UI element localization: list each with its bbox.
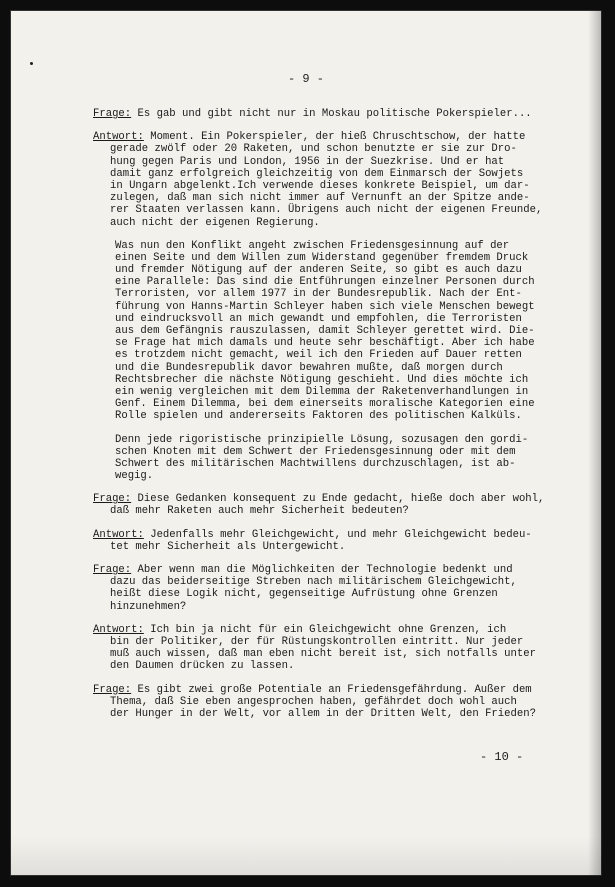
paragraph-gap: [93, 423, 603, 434]
text-line: der Hunger in der Welt, vor allem in der Dritten Welt, den Frieden?: [110, 707, 536, 720]
text-line: Frage: Es gab und gibt nicht nur in Moskau politische Pokerspieler...: [93, 108, 532, 120]
interview-text: [93, 108, 603, 720]
paragraph-gap: [93, 518, 603, 529]
text-line: und eindrucksvoll an mich gewandt und empfohlen, die Terroristen: [115, 312, 522, 325]
question-block: [93, 493, 603, 517]
text-line: hung gegen Paris und London, 1956 in der Suezkrise. Und er hat: [110, 155, 505, 168]
text-line: Rechtsbrecher die nächste Nötigung geschieht. Und dies möchte ich: [115, 373, 529, 386]
text-line: daß mehr Raketen auch mehr Sicherheit bedeuten?: [110, 505, 409, 518]
text-line: in Ungarn abgelenkt.Ich verwende dieses konkrete Beispiel, um dar-: [110, 179, 530, 192]
question-block: [93, 564, 603, 613]
speaker-label: Frage:: [93, 493, 132, 506]
next-page-marker: - 10 -: [480, 750, 524, 764]
text-line: und die Bundesrepublik davor bewahren mußte, daß morgen durch: [115, 361, 503, 374]
text-line: Denn jede rigoristische prinzipielle Lösung, sozusagen den gordi-: [115, 433, 529, 446]
text-line: schen Knoten mit dem Schwert der Friedensgesinnung oder mit dem: [115, 445, 516, 458]
text-line: gerade zwölf oder 20 Raketen, und schon benutzte er sie zur Dro-: [110, 143, 517, 156]
text-line: ein wenig vergleichen mit dem Dilemma der Raketenverhandlungen in: [115, 385, 529, 398]
scan-speck: [30, 62, 33, 65]
document-page: [10, 10, 602, 876]
text-line: Frage: Es gibt zwei große Potentiale an Friedensgefährdung. Außer dem: [93, 683, 532, 696]
speaker-label: Frage:: [93, 564, 132, 576]
text-line: Schwert des militärischen Machtwillens durchzuschlagen, ist ab-: [115, 457, 516, 470]
answer-paragraph: [93, 240, 603, 423]
paragraph-gap: [93, 120, 603, 131]
text-line: bin der Politiker, der für Rüstungskontrollen eintritt. Nur jeder: [110, 635, 524, 648]
speaker-label: Frage:: [93, 108, 132, 120]
text-line: Antwort: Ich bin ja nicht für ein Gleichgewicht ohne Grenzen, ich: [93, 623, 507, 636]
paragraph-gap: [93, 482, 603, 493]
answer-paragraph: [93, 434, 603, 483]
answer-block: [93, 624, 603, 673]
paragraph-gap: [93, 613, 603, 624]
text-line: se Frage hat mich damals und heute sehr beschäftigt. Aber ich habe: [115, 337, 535, 350]
page-number: - 9 -: [287, 72, 324, 86]
text-line: Antwort: Jedenfalls mehr Gleichgewicht, und mehr Gleichgewicht bedeu-: [93, 528, 532, 541]
text-line: aus dem Gefängnis rauszulassen, damit Schleyer gerettet wird. Die-: [115, 325, 535, 337]
text-line: Frage: Diese Gedanken konsequent zu Ende gedacht, hieße doch aber wohl,: [93, 493, 545, 506]
paragraph-gap: [93, 673, 603, 684]
text-line: Frage: Aber wenn man die Möglichkeiten der Technologie bedenkt und: [93, 564, 513, 576]
text-line: auch nicht der eigenen Regierung.: [110, 216, 320, 229]
text-line: führung von Hanns-Martin Schleyer haben sich viele Menschen bewegt: [115, 300, 535, 313]
text-line: tet mehr Sicherheit als Untergewicht.: [110, 540, 346, 553]
paragraph-gap: [93, 229, 603, 240]
text-line: zulegen, daß man sich nicht immer auf Vernunft an der Spitze ande-: [110, 192, 530, 205]
text-line: damit ganz erfolgreich gleichzeitig von dem Einmarsch der Sowjets: [110, 167, 524, 180]
text-line: muß auch wissen, daß man eben nicht bereit ist, sich notfalls unter: [110, 648, 536, 661]
paragraph-gap: [93, 553, 603, 564]
text-line: dazu das beiderseitige Streben nach militärischem Gleichgewicht,: [110, 576, 517, 589]
text-line: Was nun den Konflikt angeht zwischen Friedensgesinnung auf der: [115, 239, 510, 252]
text-line: Rolle spielen und andererseits Faktoren des politischen Kalküls.: [115, 410, 522, 423]
text-line: und fremder Nötigung auf der anderen Seite, so gibt es auch dazu: [115, 264, 522, 277]
text-line: rer Staaten verlassen kann. Übrigens auch nicht der eigenen Freunde,: [110, 204, 543, 217]
text-line: heißt diese Logik nicht, gegenseitige Aufrüstung ohne Grenzen: [110, 588, 498, 601]
question-block: [93, 684, 603, 721]
text-line: wegig.: [115, 470, 154, 483]
text-line: hinzunehmen?: [110, 600, 187, 613]
text-line: es trotzdem nicht gemacht, weil ich den Frieden auf Dauer retten: [115, 349, 522, 362]
speaker-label: Antwort:: [93, 528, 144, 541]
text-line: einen Seite und dem Willen zum Widerstand gegenüber fremdem Druck: [115, 251, 529, 264]
text-line: den Daumen drücken zu lassen.: [110, 660, 295, 673]
speaker-label: Antwort:: [93, 623, 144, 636]
page-bottom-shade: [10, 836, 602, 876]
text-line: Terroristen, vor allem 1977 in der Bundesrepublik. Nach der Ent-: [115, 288, 522, 301]
text-line: Antwort: Moment. Ein Pokerspieler, der hieß Chruschtschow, der hatte: [93, 131, 526, 144]
answer-block: [93, 131, 603, 229]
text-line: Thema, daß Sie eben angesprochen haben, gefährdet doch wohl auch: [110, 695, 517, 708]
question-block: [93, 108, 603, 120]
text-line: Genf. Einem Dilemma, bei dem einerseits moralische Kategorien eine: [115, 398, 535, 411]
answer-block: [93, 529, 603, 553]
speaker-label: Frage:: [93, 683, 132, 696]
text-line: eine Parallele: Das sind die Entführungen einzelner Personen durch: [115, 276, 535, 289]
speaker-label: Antwort:: [93, 131, 144, 144]
